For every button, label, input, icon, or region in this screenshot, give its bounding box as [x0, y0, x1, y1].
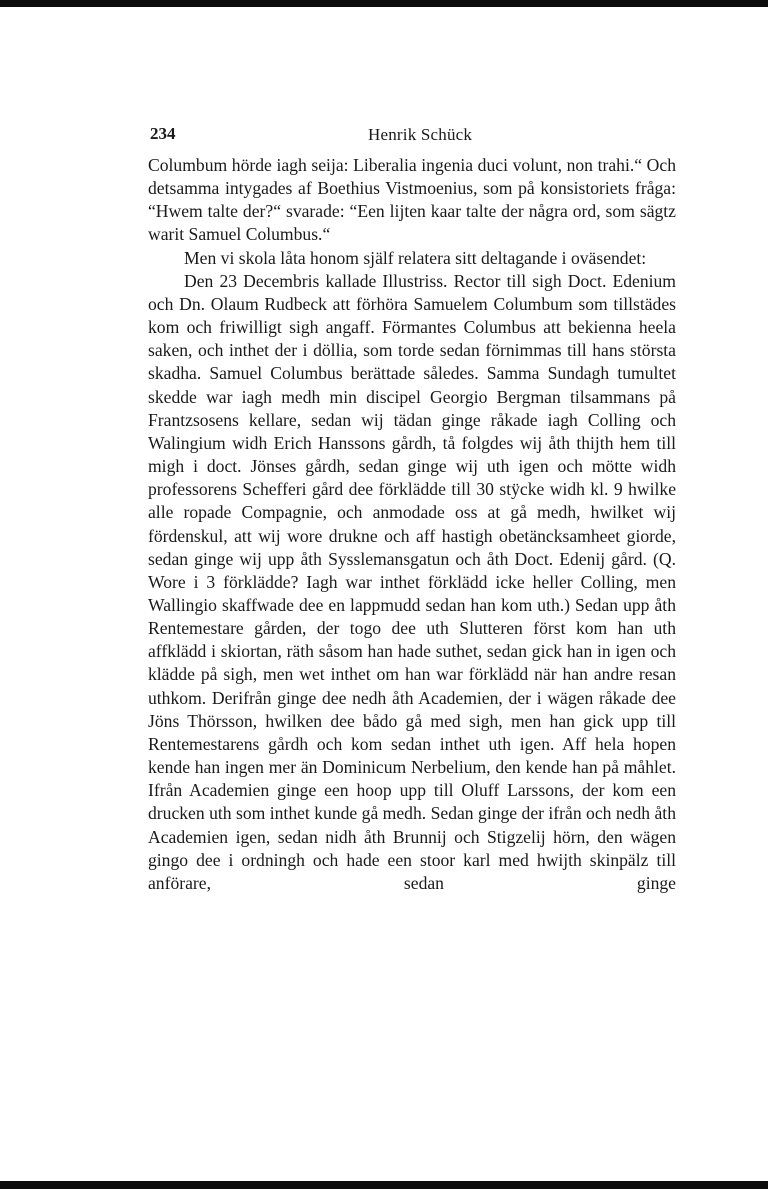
- running-head: [148, 120, 676, 148]
- paragraph-intro: Men vi skola låta honom själf relatera sitt deltagande i oväsendet:: [184, 247, 647, 268]
- scan-top-edge: [0, 0, 768, 7]
- book-page: [148, 120, 676, 895]
- paragraph-continuation: Columbum hörde iagh seija: Liberalia ingenia duci volunt, non trahi.“ Och detsamma intygades af Boethius Vistmoenius, som på konsistoriets fråga: “Hwem talte der?“ svarade: “Een lijten kaar talte der några ord, som sägtz warit Samuel Columbus.“: [148, 155, 676, 245]
- body-text: [148, 154, 676, 895]
- scan-bottom-edge: [0, 1181, 768, 1189]
- paragraph-testimony: Den 23 Decembris kallade Illustriss. Rector till sigh Doct. Edenium och Dn. Olaum Rudbeck att förhöra Samuelem Columbum som tillstädes kom och friwilligt sigh angaff. Förmantes Columbus att bekienna heela saken, och inthet der i döllia, som torde sedan förnimmas till hans största skadha. Samuel Columbus berättade således. Samma Sundagh tumultet skedde war iagh medh min discipel Georgio Bergman tilsammans på Frantzsosens kellare, sedan wij tädan ginge råkade iagh Colling och Walingium widh Erich Hanssons gårdh, tå folgdes wij åth thijth hem till migh i doct. Jönses gårdh, sedan ginge wij uth igen och mötte widh professorens Schefferi gård dee förklädde till 30 stÿcke widh kl. 9 hwilke alle ropade Compagnie, och anmodade oss at gå medh, hwilket wij fördenskul, att wij wore drukne och aff hastigh obetäncksamheet giorde, sedan ginge wij upp åth Sysslemansgatun och åth Doct. Edenij gård. (Q. Wore i 3 förklädde? Iagh war inthet förklädd icke heller Colling, men Wallingio skaffwade dee en lappmudd sedan han kom uth.) Sedan upp åth Rentemestare gården, der togo dee uth Slutteren först kom han uth affklädd i skiortan, räth såsom han hade suthet, sedan gick han in igen och klädde på sigh, men wet inthet om han war förklädd när han andre resan uthkom. Derifrån ginge dee nedh åth Academien, der i wägen råkade dee Jöns Thörsson, hwilken dee bådo gå med sigh, men han gick upp till Rentemestarens gårdh och kom sedan inthet uth igen. Aff hela hopen kende han ingen mer än Dominicum Nerbelium, den kende han på måhlet. Ifrån Academien ginge een hoop upp till Oluff Larssons, der kom een drucken uth som inthet kunde gå medh. Sedan ginge der ifrån och nedh åth Academien igen, sedan nidh åth Brunnij och Stigzelij hörn, den wägen gingo dee i ordningh och hade een stoor karl med hwijth skinpälz till anförare, sedan ginge: [148, 270, 676, 893]
- header-title: Henrik Schück: [368, 125, 473, 144]
- page-number: 234: [150, 124, 176, 143]
